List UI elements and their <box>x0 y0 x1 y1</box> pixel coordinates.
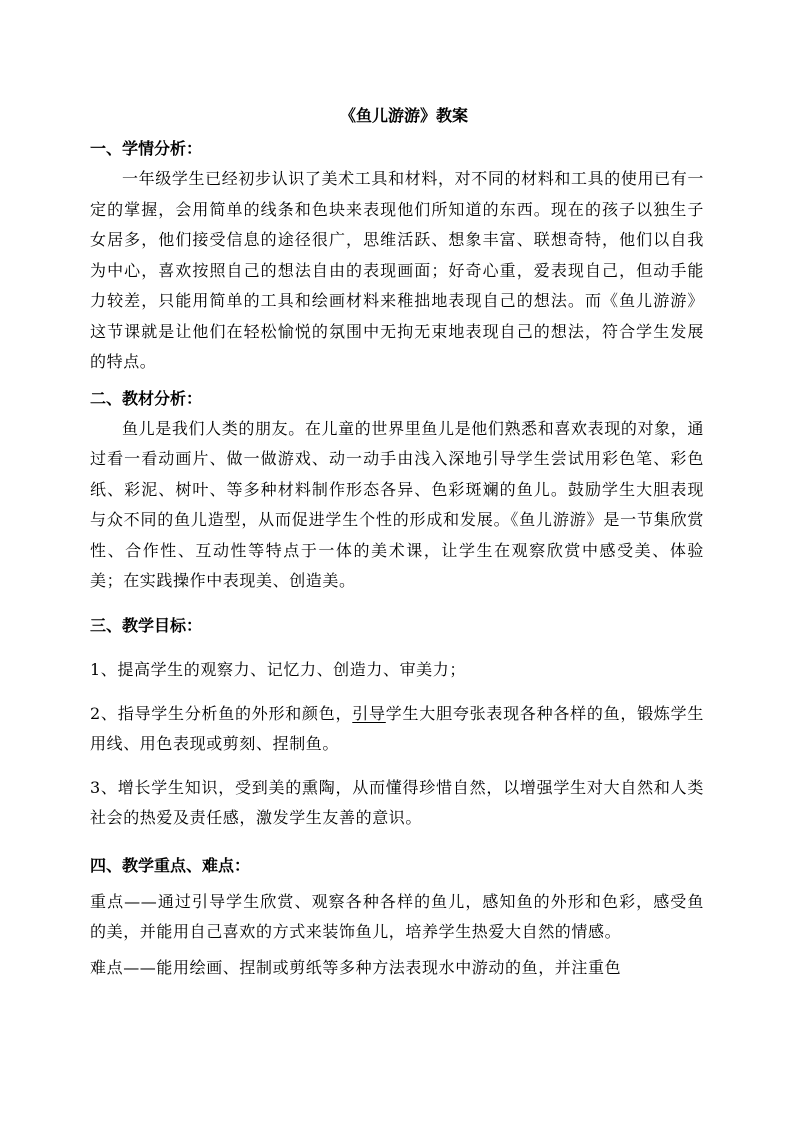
key-point-paragraph: 重点——通过引导学生欣赏、观察各种各样的鱼儿，感知鱼的外形和色彩，感受鱼的美，并能用自己喜欢的方式来装饰鱼儿，培养学生热爱大自然的情感。 <box>90 891 704 941</box>
underlined-word: 引导 <box>352 703 386 723</box>
teaching-goal-3: 3、增长学生知识，受到美的熏陶，从而懂得珍惜自然，以增强学生对大自然和人类社会的热爱及责任感，激发学生友善的意识。 <box>90 777 704 827</box>
document-page <box>90 104 704 983</box>
difficult-point-paragraph: 难点——能用绘画、捏制或剪纸等多种方法表现水中游动的鱼，并注重色 <box>90 957 622 977</box>
teaching-goal-2 <box>90 699 704 759</box>
teaching-goal-2-text-end: 学生大胆夸张表现各种各样的鱼，锻炼学生用线、用色表现或剪刻、捏制鱼。 <box>90 703 705 753</box>
learner-analysis-paragraph: 一年级学生已经初步认识了美术工具和材料，对不同的材料和工具的使用已有一定的掌握，会用简单的线条和色块来表现他们所知道的东西。现在的孩子以独生子女居多，他们接受信息的途径很广，思维活跃、想象丰富、联想奇特，他们以自我为中心，喜欢按照自己的想法自由的表现画面；好奇心重，爱表现自己，但动手能力较差，只能用简单的工具和绘画材料来稚拙地表现自己的想法。而《鱼儿游游》这节课就是让他们在轻松愉悦的氛围中无拘无束地表现自己的想法，符合学生发展的特点。 <box>90 169 704 371</box>
teaching-goal-1: 1、提高学生的观察力、记忆力、创造力、审美力； <box>90 659 466 679</box>
section-heading-key-difficult-points: 四、教学重点、难点： <box>90 855 251 875</box>
document-title: 《鱼儿游游》教案 <box>339 106 468 125</box>
section-heading-teaching-goals: 三、教学目标： <box>90 615 203 635</box>
section-heading-learner-analysis: 一、学情分析： <box>90 139 203 158</box>
section-heading-material-analysis: 二、教材分析： <box>90 388 203 408</box>
material-analysis-paragraph: 鱼儿是我们人类的朋友。在儿童的世界里鱼儿是他们熟悉和喜欢表现的对象，通过看一看动画片、做一做游戏、动一动手由浅入深地引导学生尝试用彩色笔、彩色纸、彩泥、树叶、等多种材料制作形态各异、色彩斑斓的鱼儿。鼓励学生大胆表现与众不同的鱼儿造型，从而促进学生个性的形成和发展。《鱼儿游游》是一节集欣赏性、合作性、互动性等特点于一体的美术课，让学生在观察欣赏中感受美、体验美；在实践操作中表现美、创造美。 <box>90 418 704 590</box>
teaching-goal-2-text-start: 2、指导学生分析鱼的外形和颜色， <box>90 703 353 723</box>
